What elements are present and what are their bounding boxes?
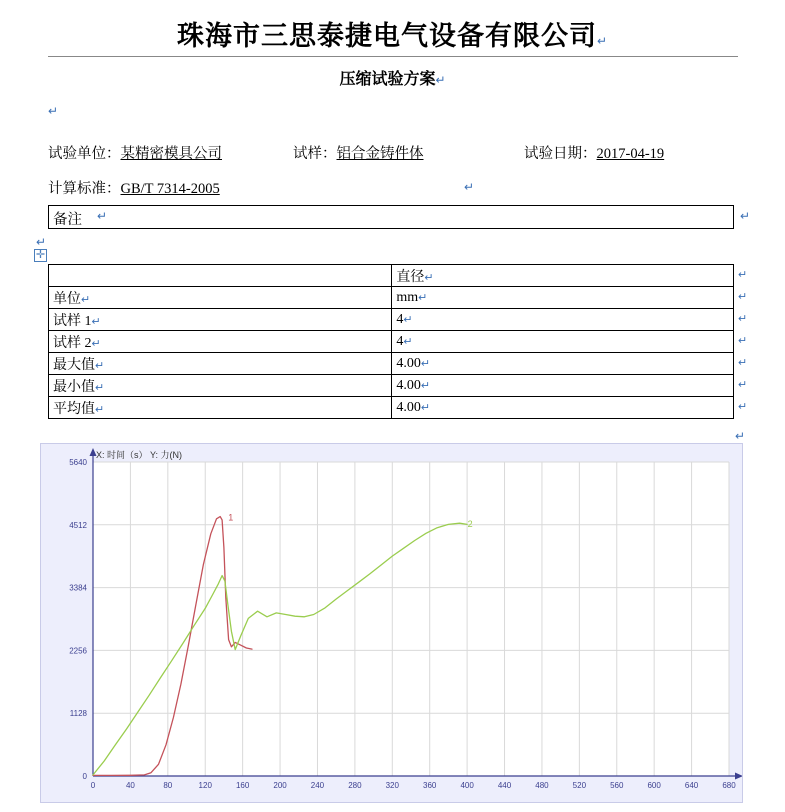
standard-field — [48, 177, 220, 198]
paragraph-mark: ↵ — [403, 313, 413, 326]
svg-text:280: 280 — [348, 781, 362, 790]
test-unit-value: 某精密模具公司 — [120, 146, 222, 162]
table-row — [49, 309, 734, 331]
paragraph-mark: ↵ — [91, 337, 101, 350]
paragraph-mark: ↵ — [738, 335, 748, 347]
table-cell-name — [49, 375, 392, 397]
paragraph-mark: ↵ — [95, 403, 105, 416]
force-time-chart — [40, 429, 746, 803]
svg-text:200: 200 — [273, 781, 287, 790]
svg-text:5640: 5640 — [69, 458, 87, 467]
paragraph-mark: ↵ — [36, 235, 47, 249]
paragraph-mark: ↵ — [81, 293, 91, 306]
standard-label: 计算标准： — [48, 181, 121, 197]
document-subtitle-text: 压缩试验方案 — [339, 71, 436, 88]
cell-text: 直径 — [396, 269, 425, 285]
paragraph-mark: ↵ — [738, 291, 748, 303]
paragraph-mark: ↵ — [91, 315, 101, 328]
svg-text:4512: 4512 — [69, 520, 87, 530]
table-row — [49, 265, 734, 287]
paragraph-mark: ↵ — [738, 269, 748, 281]
cell-text: 最大值 — [53, 357, 95, 373]
sample-field — [293, 142, 424, 163]
svg-text:1: 1 — [228, 512, 234, 523]
row-paragraph-marks — [738, 264, 758, 418]
svg-text:0: 0 — [90, 781, 96, 790]
paragraph-mark: ↵ — [738, 401, 748, 413]
svg-text:360: 360 — [423, 781, 437, 790]
cell-text: 4 — [396, 311, 404, 327]
svg-text:80: 80 — [163, 781, 173, 790]
svg-text:640: 640 — [684, 781, 699, 790]
chart-canvas — [41, 444, 742, 802]
svg-text:2256: 2256 — [69, 646, 87, 656]
table-cell-name — [49, 353, 392, 375]
paragraph-mark: ↵ — [95, 381, 105, 394]
paragraph-mark: ↵ — [95, 359, 105, 372]
table-row — [49, 397, 734, 419]
svg-text:0: 0 — [82, 772, 87, 781]
svg-text:680: 680 — [722, 781, 736, 790]
paragraph-mark: ↵ — [424, 271, 434, 284]
test-date-label: 试验日期： — [524, 146, 597, 162]
svg-text:520: 520 — [572, 781, 587, 790]
paragraph-mark: ↵ — [740, 209, 751, 223]
test-unit-field — [48, 142, 222, 163]
table-cell-name — [49, 397, 392, 419]
sample-value: 铝合金铸件体 — [336, 146, 424, 162]
svg-text:600: 600 — [647, 781, 661, 790]
document-subtitle — [0, 66, 785, 89]
measurement-table — [48, 264, 734, 419]
svg-text:320: 320 — [385, 781, 399, 790]
svg-text:2: 2 — [467, 519, 473, 530]
company-title — [0, 14, 785, 53]
cell-text: 4 — [396, 333, 404, 349]
table-cell-name — [49, 287, 392, 309]
paragraph-mark: ↵ — [464, 180, 475, 194]
svg-text:1128: 1128 — [69, 709, 87, 719]
sample-label: 试样： — [293, 146, 337, 162]
cell-text: 单位 — [53, 291, 81, 307]
table-cell-value — [392, 353, 734, 375]
svg-text:40: 40 — [125, 781, 135, 790]
paragraph-mark: ↵ — [435, 73, 446, 87]
table-cell-name — [49, 309, 392, 331]
table-row — [49, 287, 734, 309]
paragraph-mark: ↵ — [738, 313, 748, 325]
paragraph-mark: ↵ — [596, 34, 609, 48]
paragraph-mark: ↵ — [420, 379, 431, 392]
svg-text:480: 480 — [535, 781, 549, 790]
paragraph-mark: ↵ — [48, 104, 59, 118]
table-cell-value — [392, 375, 734, 397]
standard-value: GB/T 7314-2005 — [120, 181, 220, 197]
paragraph-mark: ↵ — [420, 357, 431, 370]
table-row — [49, 375, 734, 397]
table-cell-name — [49, 331, 392, 353]
table-cell-value — [392, 287, 734, 309]
svg-text:160: 160 — [235, 781, 250, 790]
table-cell-value — [392, 309, 734, 331]
remark-label: 备注 — [53, 212, 82, 228]
paragraph-mark: ↵ — [735, 429, 746, 443]
test-unit-label: 试验单位： — [48, 146, 121, 162]
company-title-text: 珠海市三思泰捷电气设备有限公司 — [176, 21, 597, 51]
test-date-value: 2017-04-19 — [596, 146, 665, 162]
paragraph-mark: ↵ — [738, 379, 748, 391]
table-cell-value — [392, 265, 734, 287]
paragraph-mark: ↵ — [418, 291, 428, 304]
cell-text: 4.00 — [396, 399, 421, 415]
svg-text:120: 120 — [198, 781, 212, 790]
table-cell-value — [392, 397, 734, 419]
paragraph-mark: ↵ — [403, 335, 413, 348]
svg-text:400: 400 — [460, 781, 474, 790]
svg-text:560: 560 — [610, 781, 624, 790]
table-move-handle[interactable]: ✛ — [35, 249, 46, 261]
cell-text: 4.00 — [396, 377, 421, 393]
remark-box — [48, 205, 734, 229]
paragraph-mark: ↵ — [738, 357, 748, 369]
svg-text:3384: 3384 — [69, 583, 87, 593]
header-divider — [48, 56, 738, 57]
svg-text:240: 240 — [310, 781, 325, 790]
table-cell-name — [49, 265, 392, 287]
cell-text: 试样 2 — [53, 335, 92, 351]
cell-text: 平均值 — [53, 401, 95, 417]
cell-text: 试样 1 — [53, 313, 92, 329]
svg-text:440: 440 — [497, 781, 512, 790]
paragraph-mark: ↵ — [97, 209, 108, 223]
table-cell-value — [392, 331, 734, 353]
table-row — [49, 331, 734, 353]
paragraph-mark: ↵ — [420, 401, 431, 414]
test-date-field — [524, 142, 664, 163]
cell-text: mm — [396, 289, 419, 305]
cell-text: 4.00 — [396, 355, 421, 371]
cell-text: 最小值 — [53, 379, 95, 395]
chart-legend: X: 时间（s） Y: 力(N) — [96, 450, 183, 460]
table-row — [49, 353, 734, 375]
